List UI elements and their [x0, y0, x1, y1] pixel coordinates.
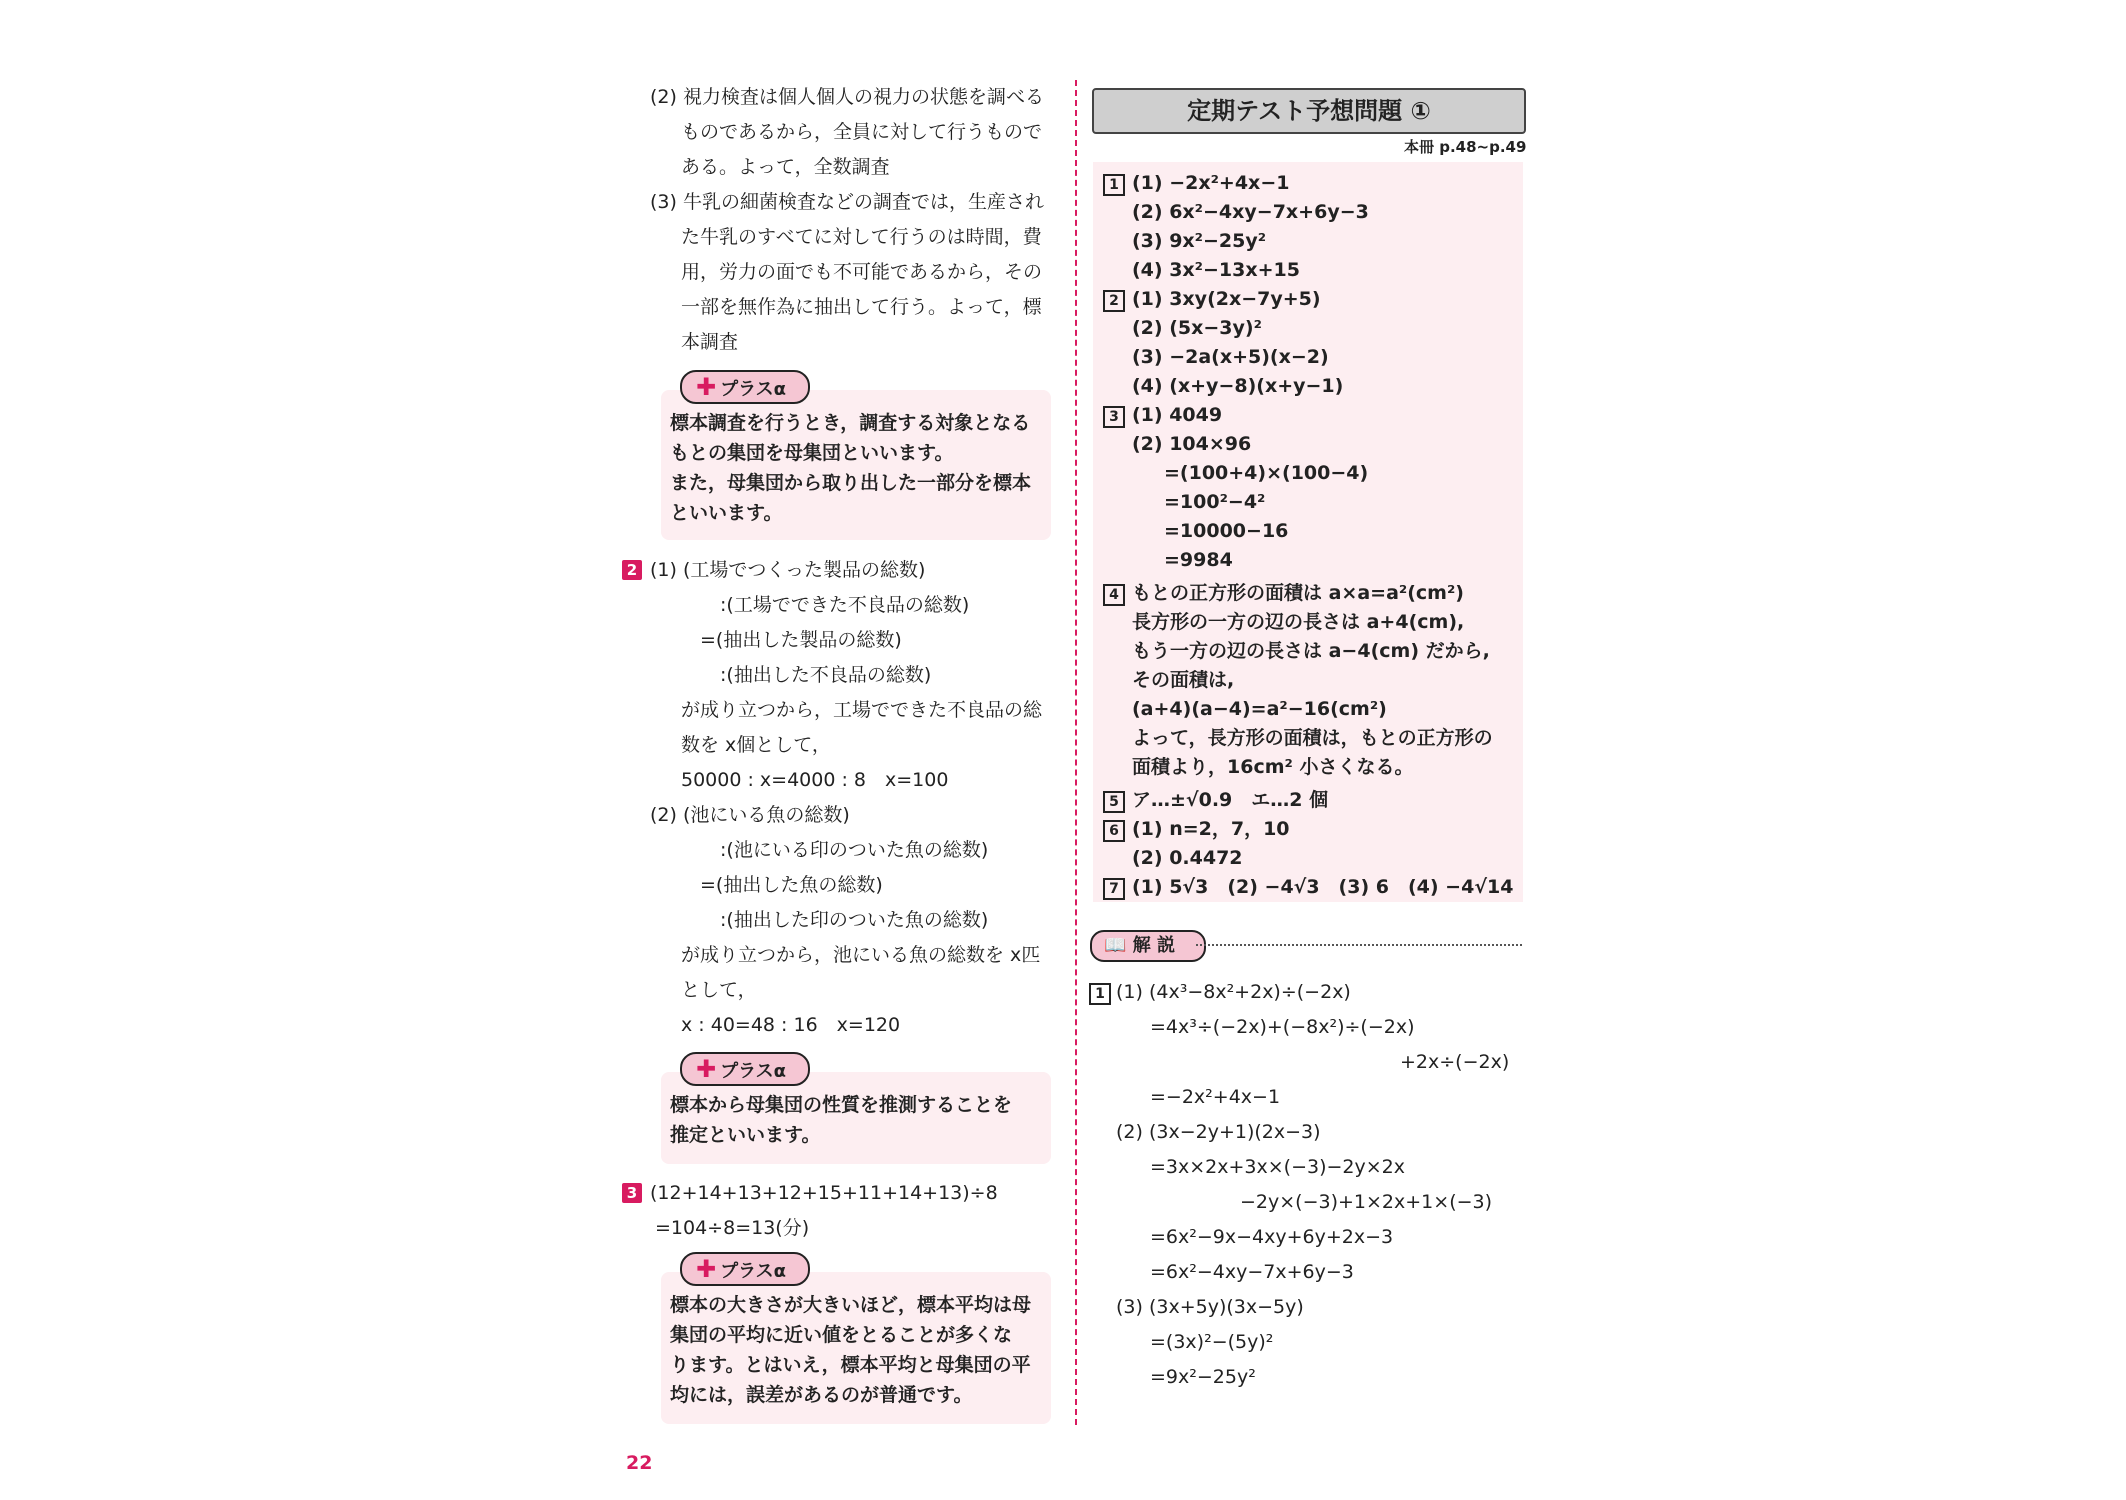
q1-line: ものであるから，全員に対して行うもので [681, 121, 1043, 143]
answer-line: (2) 6x²−4xy−7x+6y−3 [1132, 201, 1369, 223]
q2-line: :(抽出した印のついた魚の総数) [720, 909, 989, 931]
answer-line: よって，長方形の面積は，もとの正方形の [1132, 727, 1493, 749]
answer-line: =100²−4² [1164, 491, 1266, 513]
answer-line: ア…±√0.9 エ…2 個 [1132, 789, 1329, 811]
answer-line: (3) −2a(x+5)(x−2) [1132, 346, 1329, 368]
answer-line: (1) 3xy(2x−7y+5) [1132, 288, 1321, 310]
answer-line: (4) 3x²−13x+15 [1132, 259, 1300, 281]
box1-line: もとの集団を母集団といいます。 [670, 442, 954, 464]
box1-line: といいます。 [670, 502, 783, 524]
q1-line: (3) 牛乳の細菌検査などの調査では，生産され [650, 191, 1044, 213]
q2-line: :(池にいる印のついた魚の総数) [720, 839, 989, 861]
q2-line: (1) (工場でつくった製品の総数) [650, 559, 926, 581]
answer-line: (a+4)(a−4)=a²−16(cm²) [1132, 698, 1387, 720]
plus-alpha-label: プラスα [720, 1061, 786, 1082]
plus-alpha-label: プラスα [720, 379, 786, 400]
q1-line: 本調査 [681, 331, 739, 353]
explanation-line: −2y×(−3)+1×2x+1×(−3) [1240, 1191, 1493, 1213]
page-reference: 本冊 p.48~p.49 [1404, 138, 1527, 156]
plus-alpha-tag [680, 370, 810, 404]
explanation-number: 1 [1089, 983, 1111, 1005]
q2-line: (2) (池にいる魚の総数) [650, 804, 850, 826]
answer-line: =(100+4)×(100−4) [1164, 462, 1369, 484]
explanation-line: +2x÷(−2x) [1400, 1051, 1510, 1073]
answer-number: 2 [1103, 290, 1125, 312]
q2-line: が成り立つから，工場でできた不良品の総 [681, 699, 1043, 721]
answer-line: (2) 0.4472 [1132, 847, 1243, 869]
answer-line: =10000−16 [1164, 520, 1289, 542]
answer-line: (1) −2x²+4x−1 [1132, 172, 1290, 194]
answer-line: もとの正方形の面積は a×a=a²(cm²) [1132, 582, 1464, 604]
answer-number: 3 [1103, 406, 1125, 428]
answer-number: 6 [1103, 820, 1125, 842]
explanation-line: =6x²−4xy−7x+6y−3 [1150, 1261, 1354, 1283]
box2-line: 推定といいます。 [670, 1124, 821, 1146]
q1-line: た牛乳のすべてに対して行うのは時間，費 [681, 226, 1042, 248]
q1-line: ある。よって，全数調査 [681, 156, 890, 178]
dotted-rule [1196, 944, 1522, 946]
answer-line: (4) (x+y−8)(x+y−1) [1132, 375, 1344, 397]
explanation-line: =3x×2x+3x×(−3)−2y×2x [1150, 1156, 1406, 1178]
explanation-label: 解 説 [1132, 935, 1175, 956]
answer-line: 面積より，16cm² 小さくなる。 [1132, 756, 1414, 778]
q1-line: (2) 視力検査は個人個人の視力の状態を調べる [650, 86, 1044, 108]
q2-line: 数を x個として， [681, 734, 831, 756]
explanation-line: =(3x)²−(5y)² [1150, 1331, 1274, 1353]
answer-line: もう一方の辺の長さは a−4(cm) だから, [1132, 640, 1490, 662]
box1-line: また，母集団から取り出した一部分を標本 [670, 472, 1032, 494]
q2-line: =(抽出した製品の総数) [700, 629, 902, 651]
explanation-line: (1) (4x³−8x²+2x)÷(−2x) [1116, 981, 1351, 1003]
box3-line: 均には，誤差があるのが普通です。 [670, 1384, 973, 1406]
plus-alpha-label: プラスα [720, 1261, 786, 1282]
q2-line: が成り立つから，池にいる魚の総数を x匹 [681, 944, 1041, 966]
box3-line: 集団の平均に近い値をとることが多くな [670, 1324, 1013, 1346]
box3-line: 標本の大きさが大きいほど，標本平均は母 [670, 1294, 1032, 1316]
page-number: 22 [626, 1452, 653, 1474]
answer-line: (1) 4049 [1132, 404, 1223, 426]
q1-line: 用，労力の面でも不可能であるから，その [681, 261, 1043, 283]
q2-line: =(抽出した魚の総数) [700, 874, 883, 896]
answer-number: 7 [1103, 878, 1125, 900]
plus-icon: ✚ [696, 1255, 717, 1283]
answer-line: (1) 5√3 (2) −4√3 (3) 6 (4) −4√14 [1132, 876, 1514, 898]
answer-number: 1 [1103, 174, 1125, 196]
question-number: 2 [622, 560, 642, 580]
q1-line: 一部を無作為に抽出して行う。よって，標 [681, 296, 1042, 318]
plus-alpha-tag [680, 1052, 810, 1086]
question-number: 3 [622, 1183, 642, 1203]
answer-line: (2) 104×96 [1132, 433, 1252, 455]
q2-line: :(工場でできた不良品の総数) [720, 594, 970, 616]
q2-line: 50000 : x=4000 : 8 x=100 [681, 769, 949, 791]
answer-number: 4 [1103, 584, 1125, 606]
q3-line: (12+14+13+12+15+11+14+13)÷8 [650, 1182, 998, 1204]
explanation-line: =6x²−9x−4xy+6y+2x−3 [1150, 1226, 1394, 1248]
answer-line: 長方形の一方の辺の長さは a+4(cm), [1132, 611, 1465, 633]
explanation-line: =9x²−25y² [1150, 1366, 1256, 1388]
box2-line: 標本から母集団の性質を推測することを [670, 1094, 1013, 1116]
column-divider [1075, 80, 1077, 1425]
explanation-line: =4x³÷(−2x)+(−8x²)÷(−2x) [1150, 1016, 1415, 1038]
section-title: 定期テスト予想問題 ① [1092, 88, 1526, 134]
q2-line: x : 40=48 : 16 x=120 [681, 1014, 901, 1036]
q2-line: :(抽出した不良品の総数) [720, 664, 932, 686]
explanation-line: (2) (3x−2y+1)(2x−3) [1116, 1121, 1321, 1143]
plus-alpha-tag [680, 1252, 810, 1286]
explanation-line: (3) (3x+5y)(3x−5y) [1116, 1296, 1304, 1318]
answer-line: (3) 9x²−25y² [1132, 230, 1267, 252]
plus-icon: ✚ [696, 1055, 717, 1083]
plus-icon: ✚ [696, 373, 717, 401]
q2-line: として， [681, 979, 757, 1001]
q3-line: =104÷8=13(分) [655, 1217, 810, 1239]
book-icon: 📖 [1104, 935, 1127, 956]
answer-line: (1) n=2，7，10 [1132, 818, 1290, 840]
box1-line: 標本調査を行うとき，調査する対象となる [670, 412, 1031, 434]
answer-line: =9984 [1164, 549, 1233, 571]
box3-line: ります。とはいえ，標本平均と母集団の平 [670, 1354, 1031, 1376]
answer-number: 5 [1103, 791, 1125, 813]
answer-line: (2) (5x−3y)² [1132, 317, 1262, 339]
explanation-tag [1090, 930, 1206, 962]
answer-line: その面積は, [1132, 669, 1235, 691]
explanation-line: =−2x²+4x−1 [1150, 1086, 1281, 1108]
